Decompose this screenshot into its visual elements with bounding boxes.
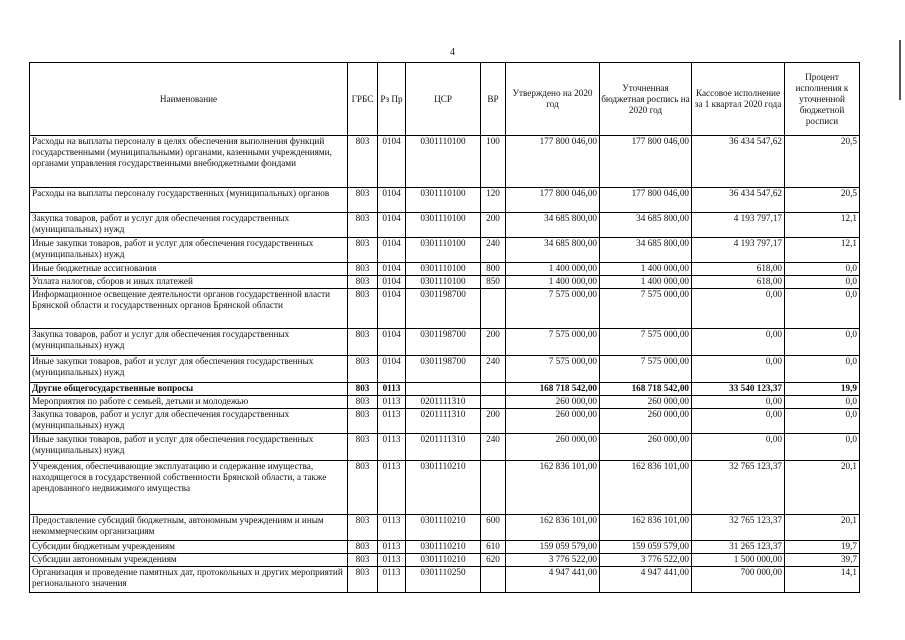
cell-vr: 240 [481, 238, 506, 263]
cell-vr: 850 [481, 276, 506, 289]
scan-edge-mark [899, 40, 901, 100]
cell-vr [481, 461, 506, 515]
cell-grbs: 803 [348, 567, 378, 593]
header-grbs: ГРБС [348, 63, 378, 136]
cell-cash: 618,00 [692, 263, 785, 276]
cell-cash: 36 434 547,62 [692, 136, 785, 188]
cell-approved: 177 800 046,00 [506, 136, 600, 188]
cell-name: Закупка товаров, работ и услуг для обеспечения государственных (муниципальных) нужд [30, 329, 348, 356]
table-row [30, 329, 860, 356]
cell-percent: 0,0 [785, 356, 860, 383]
cell-grbs: 803 [348, 434, 378, 461]
cell-vr [481, 396, 506, 409]
cell-percent: 0,0 [785, 396, 860, 409]
cell-percent: 0,0 [785, 289, 860, 329]
header-percent: Процент исполнения к уточненной бюджетной росписи [785, 63, 860, 136]
cell-cash: 32 765 123,37 [692, 515, 785, 541]
page-number: 4 [450, 47, 455, 58]
table-row [30, 541, 860, 554]
cell-rz-pr: 0104 [378, 136, 406, 188]
cell-name: Иные бюджетные ассигнования [30, 263, 348, 276]
cell-cash: 700 000,00 [692, 567, 785, 593]
cell-csr: 0201111310 [406, 396, 481, 409]
cell-vr: 120 [481, 188, 506, 213]
header-vr: ВР [481, 63, 506, 136]
cell-percent: 0,0 [785, 434, 860, 461]
cell-cash: 33 540 123,37 [692, 383, 785, 396]
cell-cash: 4 193 797,17 [692, 238, 785, 263]
budget-table [29, 62, 860, 593]
cell-approved: 4 947 441,00 [506, 567, 600, 593]
cell-csr: 0201111310 [406, 409, 481, 434]
cell-approved: 162 836 101,00 [506, 515, 600, 541]
cell-vr: 240 [481, 356, 506, 383]
cell-clarified: 162 836 101,00 [600, 461, 692, 515]
header-csr: ЦСР [406, 63, 481, 136]
cell-csr: 0301110250 [406, 567, 481, 593]
cell-percent: 39,7 [785, 554, 860, 567]
table-row [30, 136, 860, 188]
cell-approved: 162 836 101,00 [506, 461, 600, 515]
cell-grbs: 803 [348, 356, 378, 383]
table-row [30, 263, 860, 276]
cell-cash: 36 434 547,62 [692, 188, 785, 213]
cell-approved: 260 000,00 [506, 396, 600, 409]
cell-name: Иные закупки товаров, работ и услуг для обеспечения государственных (муниципальных) нужд [30, 238, 348, 263]
cell-percent: 19,7 [785, 541, 860, 554]
cell-vr [481, 383, 506, 396]
cell-percent: 20,1 [785, 461, 860, 515]
cell-cash: 1 500 000,00 [692, 554, 785, 567]
cell-vr: 100 [481, 136, 506, 188]
cell-clarified: 260 000,00 [600, 434, 692, 461]
cell-name: Субсидии автономным учреждениям [30, 554, 348, 567]
cell-grbs: 803 [348, 383, 378, 396]
cell-clarified: 7 575 000,00 [600, 289, 692, 329]
cell-name: Субсидии бюджетным учреждениям [30, 541, 348, 554]
cell-rz-pr: 0104 [378, 329, 406, 356]
cell-vr: 610 [481, 541, 506, 554]
cell-name: Другие общегосударственные вопросы [30, 383, 348, 396]
cell-rz-pr: 0113 [378, 396, 406, 409]
cell-name: Уплата налогов, сборов и иных платежей [30, 276, 348, 289]
cell-csr: 0301110100 [406, 263, 481, 276]
cell-vr: 800 [481, 263, 506, 276]
cell-name: Предоставление субсидий бюджетным, автономным учреждениям и иным некоммерческим организациям [30, 515, 348, 541]
cell-name: Учреждения, обеспечивающие эксплуатацию и содержание имущества, находящегося в государственной собственности Брянской области, а также арендованного недвижимого имущества [30, 461, 348, 515]
cell-rz-pr: 0104 [378, 289, 406, 329]
cell-approved: 34 685 800,00 [506, 238, 600, 263]
cell-rz-pr: 0104 [378, 276, 406, 289]
cell-percent: 0,0 [785, 329, 860, 356]
cell-grbs: 803 [348, 554, 378, 567]
table-row [30, 515, 860, 541]
cell-clarified: 177 800 046,00 [600, 188, 692, 213]
cell-clarified: 7 575 000,00 [600, 329, 692, 356]
cell-approved: 260 000,00 [506, 434, 600, 461]
cell-grbs: 803 [348, 238, 378, 263]
cell-csr: 0301110210 [406, 515, 481, 541]
cell-vr: 240 [481, 434, 506, 461]
header-cash: Кассовое исполнение за 1 квартал 2020 года [692, 63, 785, 136]
cell-cash: 32 765 123,37 [692, 461, 785, 515]
cell-approved: 1 400 000,00 [506, 263, 600, 276]
table-row [30, 356, 860, 383]
table-row [30, 409, 860, 434]
cell-name: Закупка товаров, работ и услуг для обеспечения государственных (муниципальных) нужд [30, 409, 348, 434]
table-row [30, 396, 860, 409]
cell-vr: 620 [481, 554, 506, 567]
cell-csr: 0301198700 [406, 289, 481, 329]
table-row [30, 276, 860, 289]
cell-vr: 600 [481, 515, 506, 541]
cell-clarified: 177 800 046,00 [600, 136, 692, 188]
cell-clarified: 260 000,00 [600, 409, 692, 434]
cell-rz-pr: 0104 [378, 238, 406, 263]
cell-approved: 3 776 522,00 [506, 554, 600, 567]
cell-csr: 0301110100 [406, 238, 481, 263]
cell-csr: 0301110210 [406, 554, 481, 567]
cell-grbs: 803 [348, 213, 378, 238]
cell-grbs: 803 [348, 136, 378, 188]
cell-percent: 19,9 [785, 383, 860, 396]
table-row [30, 213, 860, 238]
cell-grbs: 803 [348, 289, 378, 329]
table-row [30, 434, 860, 461]
cell-grbs: 803 [348, 541, 378, 554]
cell-percent: 0,0 [785, 263, 860, 276]
cell-grbs: 803 [348, 515, 378, 541]
cell-name: Мероприятия по работе с семьей, детьми и молодежью [30, 396, 348, 409]
header-clarified: Уточненная бюджетная роспись на 2020 год [600, 63, 692, 136]
cell-approved: 177 800 046,00 [506, 188, 600, 213]
cell-csr [406, 383, 481, 396]
table-row [30, 289, 860, 329]
cell-csr: 0301110210 [406, 541, 481, 554]
cell-rz-pr: 0113 [378, 541, 406, 554]
cell-grbs: 803 [348, 329, 378, 356]
cell-approved: 7 575 000,00 [506, 289, 600, 329]
cell-approved: 7 575 000,00 [506, 329, 600, 356]
table-row [30, 554, 860, 567]
cell-clarified: 159 059 579,00 [600, 541, 692, 554]
cell-percent: 20,5 [785, 136, 860, 188]
cell-name: Организация и проведение памятных дат, протокольных и других мероприятий регионального значения [30, 567, 348, 593]
cell-grbs: 803 [348, 188, 378, 213]
table-row [30, 238, 860, 263]
cell-clarified: 3 776 522,00 [600, 554, 692, 567]
cell-percent: 20,1 [785, 515, 860, 541]
cell-name: Закупка товаров, работ и услуг для обеспечения государственных (муниципальных) нужд [30, 213, 348, 238]
header-approved: Утверждено на 2020 год [506, 63, 600, 136]
cell-name: Информационное освещение деятельности органов государственной власти Брянской области и государственных органов Брянской области [30, 289, 348, 329]
cell-name: Иные закупки товаров, работ и услуг для обеспечения государственных (муниципальных) нужд [30, 356, 348, 383]
cell-rz-pr: 0104 [378, 263, 406, 276]
cell-percent: 0,0 [785, 409, 860, 434]
cell-csr: 0301110100 [406, 213, 481, 238]
table-header-row [30, 63, 860, 136]
cell-cash: 0,00 [692, 409, 785, 434]
cell-csr: 0301110100 [406, 276, 481, 289]
cell-vr [481, 567, 506, 593]
cell-cash: 0,00 [692, 289, 785, 329]
cell-rz-pr: 0104 [378, 213, 406, 238]
cell-cash: 4 193 797,17 [692, 213, 785, 238]
cell-approved: 34 685 800,00 [506, 213, 600, 238]
cell-csr: 0301110100 [406, 136, 481, 188]
cell-clarified: 1 400 000,00 [600, 263, 692, 276]
cell-clarified: 168 718 542,00 [600, 383, 692, 396]
cell-rz-pr: 0113 [378, 554, 406, 567]
cell-csr: 0301198700 [406, 356, 481, 383]
table-row [30, 461, 860, 515]
header-rz-pr: Рз Пр [378, 63, 406, 136]
cell-cash: 0,00 [692, 356, 785, 383]
cell-cash: 0,00 [692, 434, 785, 461]
cell-approved: 168 718 542,00 [506, 383, 600, 396]
cell-rz-pr: 0113 [378, 383, 406, 396]
cell-cash: 31 265 123,37 [692, 541, 785, 554]
cell-clarified: 34 685 800,00 [600, 213, 692, 238]
cell-rz-pr: 0113 [378, 461, 406, 515]
cell-rz-pr: 0104 [378, 356, 406, 383]
cell-clarified: 34 685 800,00 [600, 238, 692, 263]
cell-vr [481, 289, 506, 329]
cell-name: Расходы на выплаты персоналу государственных (муниципальных) органов [30, 188, 348, 213]
cell-csr: 0301110100 [406, 188, 481, 213]
cell-grbs: 803 [348, 409, 378, 434]
cell-percent: 12,1 [785, 213, 860, 238]
cell-name: Иные закупки товаров, работ и услуг для обеспечения государственных (муниципальных) нужд [30, 434, 348, 461]
cell-vr: 200 [481, 329, 506, 356]
cell-approved: 159 059 579,00 [506, 541, 600, 554]
cell-rz-pr: 0104 [378, 188, 406, 213]
cell-rz-pr: 0113 [378, 567, 406, 593]
cell-csr: 0201111310 [406, 434, 481, 461]
cell-approved: 260 000,00 [506, 409, 600, 434]
cell-percent: 0,0 [785, 276, 860, 289]
cell-approved: 1 400 000,00 [506, 276, 600, 289]
cell-percent: 12,1 [785, 238, 860, 263]
cell-vr: 200 [481, 409, 506, 434]
table-row [30, 567, 860, 593]
cell-clarified: 4 947 441,00 [600, 567, 692, 593]
cell-clarified: 7 575 000,00 [600, 356, 692, 383]
cell-name: Расходы на выплаты персоналу в целях обеспечения выполнения функций государственными (муниципальными) органами, казенными учреждениями, органами управления государственными внебюджетными фондами [30, 136, 348, 188]
cell-percent: 14,1 [785, 567, 860, 593]
cell-grbs: 803 [348, 263, 378, 276]
cell-rz-pr: 0113 [378, 409, 406, 434]
cell-csr: 0301198700 [406, 329, 481, 356]
cell-clarified: 1 400 000,00 [600, 276, 692, 289]
cell-percent: 20,5 [785, 188, 860, 213]
cell-clarified: 260 000,00 [600, 396, 692, 409]
table-body [30, 136, 860, 593]
cell-rz-pr: 0113 [378, 515, 406, 541]
cell-cash: 618,00 [692, 276, 785, 289]
header-name: Наименование [30, 63, 348, 136]
cell-vr: 200 [481, 213, 506, 238]
table-row [30, 188, 860, 213]
cell-grbs: 803 [348, 396, 378, 409]
cell-cash: 0,00 [692, 396, 785, 409]
cell-cash: 0,00 [692, 329, 785, 356]
cell-clarified: 162 836 101,00 [600, 515, 692, 541]
cell-csr: 0301110210 [406, 461, 481, 515]
cell-grbs: 803 [348, 461, 378, 515]
cell-grbs: 803 [348, 276, 378, 289]
cell-rz-pr: 0113 [378, 434, 406, 461]
table-row [30, 383, 860, 396]
cell-approved: 7 575 000,00 [506, 356, 600, 383]
